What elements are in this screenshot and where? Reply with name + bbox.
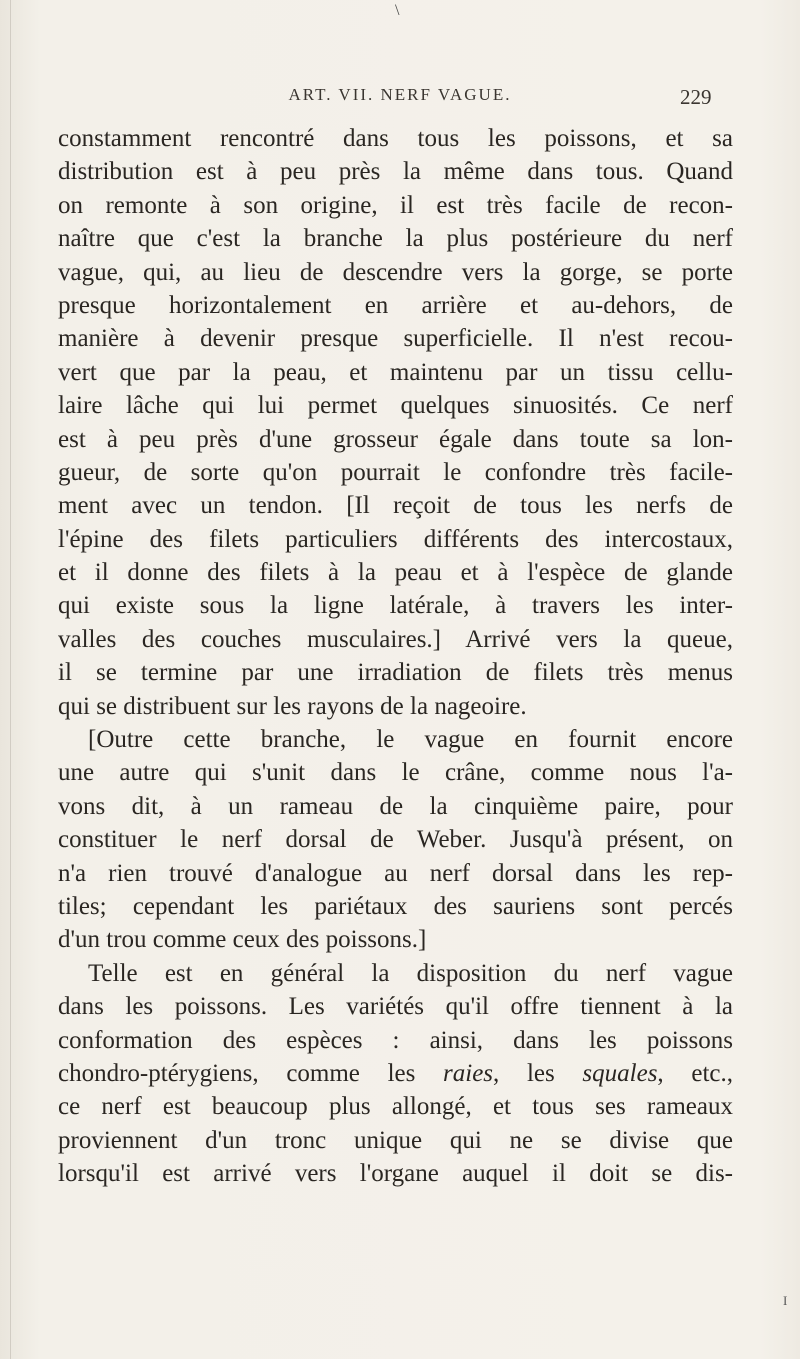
running-title: ART. VII. NERF VAGUE.	[288, 85, 512, 104]
text-line-with-italics	[58, 1057, 733, 1090]
page-number: 229	[680, 85, 712, 109]
text-line: est à peu près d'une grosseur égale dans toute sa lon-	[58, 425, 733, 453]
text-line: et il donne des filets à la peau et à l'espèce de glande	[58, 559, 733, 587]
text-line: on remonte à son origine, il est très facile de recon-	[58, 191, 733, 219]
paragraph-start-line: Telle est en général la disposition du nerf vague	[88, 959, 733, 987]
text-line: il se termine par une irradiation de filets très menus	[58, 659, 733, 687]
line-segment: chondro-ptérygiens, comme les	[58, 1059, 444, 1087]
text-line: constamment rencontré dans tous les poissons, et sa	[58, 125, 733, 152]
line-segment: , les	[493, 1059, 583, 1087]
text-line: n'a rien trouvé d'analogue au nerf dorsal dans les rep-	[58, 859, 733, 887]
text-line: vons dit, à un rameau de la cinquième paire, pour	[58, 792, 733, 820]
text-line: manière à devenir presque superficielle. Il n'est recou-	[58, 325, 733, 353]
line-segment: , etc.,	[657, 1059, 733, 1087]
binding-edge	[10, 0, 11, 1359]
text-line: une autre qui s'unit dans le crâne, comme nous l'a-	[58, 759, 733, 787]
top-margin-mark: \	[395, 2, 400, 19]
text-line: proviennent d'un tronc unique qui ne se divise que	[58, 1126, 733, 1154]
text-line: dans les poissons. Les variétés qu'il offre tiennent à la	[58, 993, 733, 1021]
text-line: naître que c'est la branche la plus postérieure du nerf	[58, 225, 733, 253]
text-line: laire lâche qui lui permet quelques sinuosités. Ce nerf	[58, 392, 733, 420]
text-line: constituer le nerf dorsal de Weber. Jusqu'à présent, on	[58, 826, 733, 854]
text-line: valles des couches musculaires.] Arrivé vers la queue,	[58, 625, 733, 653]
paragraph-end-line: qui se distribuent sur les rayons de la nageoire.	[58, 692, 527, 720]
running-head	[0, 85, 800, 115]
italic-term-raies: raies	[443, 1059, 494, 1087]
text-line: lorsqu'il est arrivé vers l'organe auquel il doit se dis-	[58, 1160, 733, 1188]
text-line: gueur, de sorte qu'on pourrait le confondre très facile-	[58, 458, 733, 486]
text-line: distribution est à peu près la même dans tous. Quand	[58, 158, 733, 186]
italic-term-squales: squales	[582, 1059, 658, 1087]
text-line: vert que par la peau, et maintenu par un tissu cellu-	[58, 358, 733, 386]
text-line: ce nerf est beaucoup plus allongé, et tous ses rameaux	[58, 1093, 733, 1121]
text-line: l'épine des filets particuliers différents des intercostaux,	[58, 525, 733, 553]
bottom-margin-mark: I	[783, 1293, 788, 1308]
text-line: presque horizontalement en arrière et au-dehors, de	[58, 291, 733, 319]
text-line: tiles; cependant les pariétaux des sauriens sont percés	[58, 892, 733, 920]
text-line: ment avec un tendon. [Il reçoit de tous les nerfs de	[58, 492, 733, 520]
text-line: qui existe sous la ligne latérale, à travers les inter-	[58, 592, 733, 620]
paragraph-end-line: d'un trou comme ceux des poissons.]	[58, 926, 427, 954]
text-line: conformation des espèces : ainsi, dans les poissons	[58, 1026, 733, 1054]
body-text	[58, 122, 733, 1191]
text-line: vague, qui, au lieu de descendre vers la gorge, se porte	[58, 258, 733, 286]
paragraph-start-line: [Outre cette branche, le vague en fournit encore	[88, 726, 733, 754]
